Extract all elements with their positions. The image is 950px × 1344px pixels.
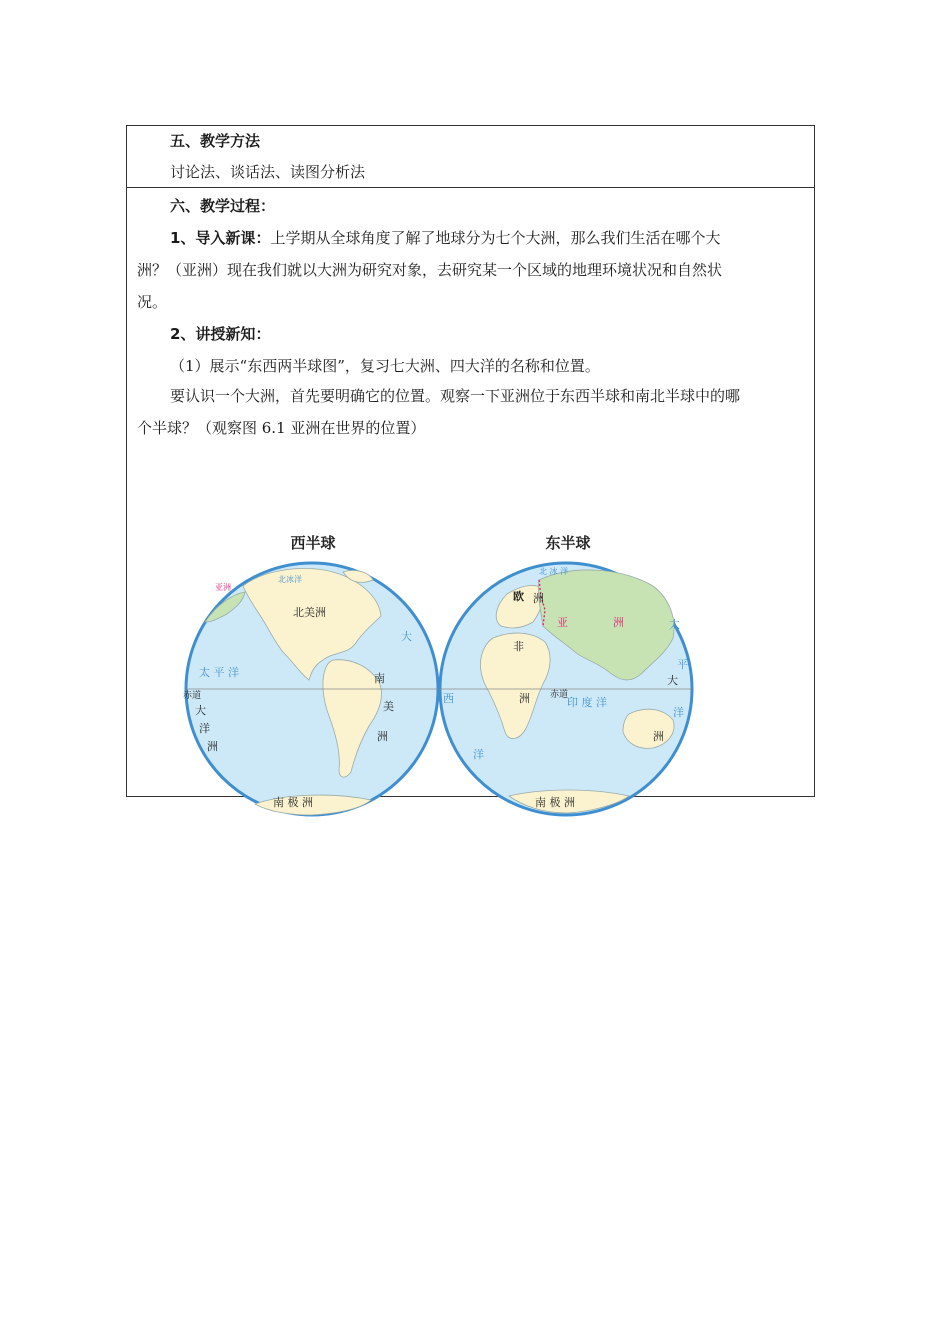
- step1-paragraph-line3: 况。: [137, 293, 168, 311]
- europe-label-2: 洲: [533, 592, 544, 605]
- step1-text: 上学期从全球角度了解了地球分为七个大洲，那么我们生活在哪个大: [270, 229, 721, 247]
- section6-heading: 六、教学过程：: [170, 197, 276, 215]
- section5-heading: 五、教学方法: [170, 132, 261, 150]
- east-pacific-label-1: 太: [669, 618, 680, 631]
- west-equator-label: 赤道: [183, 691, 202, 701]
- south-america-label-3: 洲: [377, 730, 388, 743]
- hemispheres-map-svg: [183, 534, 723, 822]
- step2-line3: 个半球？（观察图 6.1 亚洲在世界的位置）: [137, 419, 426, 437]
- step2-label: 2、讲授新知：: [170, 325, 271, 343]
- east-equator-label: 赤道: [550, 690, 569, 700]
- east-pacific-label-2: 平: [677, 658, 688, 671]
- indian-ocean-label: 印 度 洋: [567, 696, 607, 709]
- east-antarctica-label: 南 极 洲: [535, 796, 575, 809]
- step1-label: 1、导入新课：: [170, 229, 271, 247]
- europe-label-1: 欧: [513, 590, 524, 603]
- west-hemisphere-title: 西半球: [290, 534, 336, 552]
- south-america-label-1: 南: [374, 672, 385, 685]
- asia-label-2: 洲: [613, 616, 624, 629]
- hemispheres-map: [183, 534, 723, 822]
- west-atlantic-label: 大: [401, 630, 412, 643]
- west-pacific-label: 太 平 洋: [199, 666, 239, 679]
- step2-line2: 要认识一个大洲，首先要明确它的位置。观察一下亚洲位于东西半球和南北半球中的哪: [170, 387, 741, 405]
- east-hemisphere-title: 东半球: [545, 534, 591, 552]
- step2-line1: （1）展示“东西两半球图”，复习七大洲、四大洋的名称和位置。: [170, 357, 600, 375]
- step1-paragraph-line1: [170, 228, 720, 248]
- africa-label-1: 非: [513, 640, 524, 653]
- west-asia-label: 亚洲: [215, 583, 231, 592]
- west-oceania-label-2: 洋: [199, 722, 210, 735]
- lesson-plan-table: [126, 125, 815, 809]
- east-atlantic-label-1: 西: [443, 692, 454, 705]
- teaching-methods-text: 讨论法、谈话法、读图分析法: [170, 163, 366, 181]
- west-arctic-label: 北冰洋: [278, 575, 302, 584]
- asia-label-1: 亚: [557, 616, 568, 629]
- south-america-label-2: 美: [383, 700, 394, 713]
- teaching-methods-row: [127, 126, 814, 188]
- west-oceania-label-1: 大: [195, 704, 206, 717]
- east-pacific-label-3: 洋: [673, 706, 684, 719]
- east-oceania-label-1: 大: [667, 674, 678, 687]
- north-america-label: 北美洲: [293, 606, 326, 619]
- africa-label-2: 洲: [519, 692, 530, 705]
- east-atlantic-label-2: 洋: [473, 748, 484, 761]
- step1-paragraph-line2: 洲？（亚洲）现在我们就以大洲为研究对象，去研究某一个区域的地理环境状况和自然状: [137, 261, 723, 279]
- east-oceania-label-2: 洲: [653, 730, 664, 743]
- teaching-process-row: [127, 188, 814, 809]
- west-oceania-label-3: 洲: [207, 740, 218, 753]
- west-antarctica-label: 南 极 洲: [273, 796, 313, 809]
- east-arctic-label: 北 冰 洋: [539, 567, 569, 576]
